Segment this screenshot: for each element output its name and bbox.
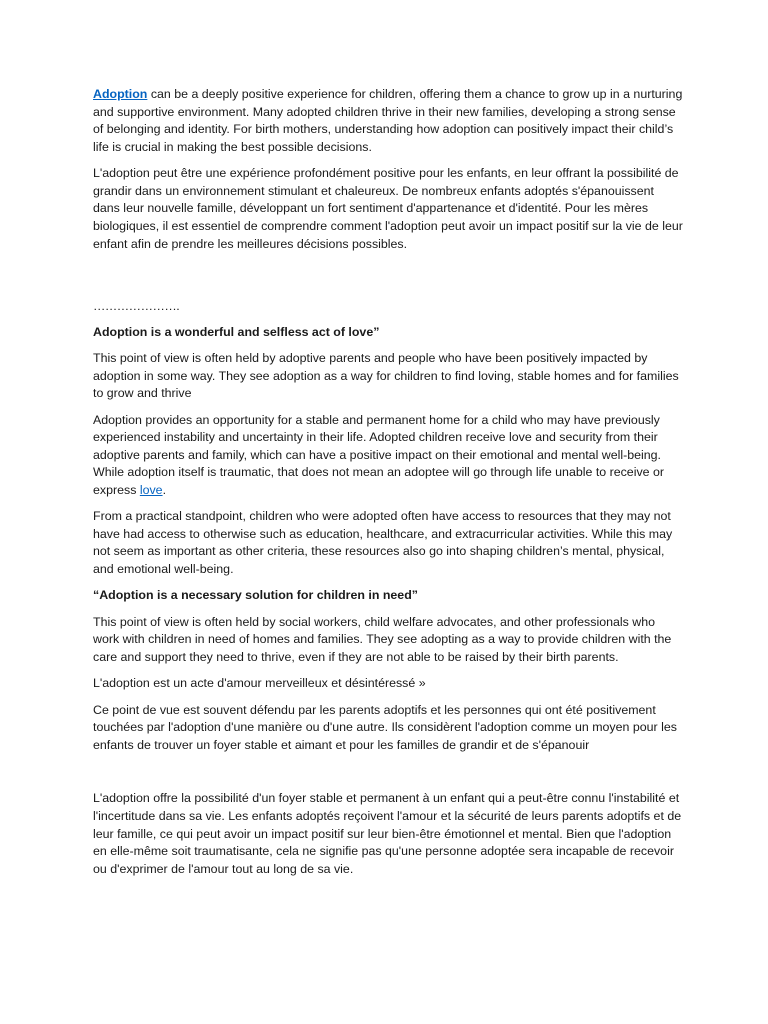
paragraph-stable-home-end: . (162, 482, 167, 497)
paragraph-social-workers-view: This point of view is often held by social workers, child welfare advocates, and other professionals who work with children in need of homes and families. They see adopting as a way to provide children with the care and support they need to thrive, even if they are not able to be raised by their birth parents. (93, 614, 672, 665)
paragraph-stable-home (93, 412, 683, 500)
paragraph-parents-adoptifs-fr: Ce point de vue est souvent défendu par les parents adoptifs et les personnes qui ont été positivement touchées par l'adoption d'une manière ou d'une autre. Ils considèrent l'adoption comme un moyen pour les enfants de trouver un foyer stable et aimant et pour les familles de grandir et de s'épanouir (93, 702, 677, 752)
blank-space (93, 262, 683, 298)
separator-dots: …………………. (93, 298, 180, 313)
paragraph-adoptive-parents-view: This point of view is often held by adoptive parents and people who have been positively impacted by adoption in some way. They see adoption as a way for children to find loving, stable homes and for families to grow and thrive (93, 350, 679, 401)
paragraph-practical-standpoint: From a practical standpoint, children who were adopted often have access to resources that they may not have had access to otherwise such as education, healthcare, and extracurricular activities. While this may not seem as important as other criteria, these resources also go into shaping children’s mental, physical, and emotional well-being. (93, 509, 673, 577)
paragraph-foyer-stable-fr: L'adoption offre la possibilité d'un foyer stable et permanent à un enfant qui a peut-être connu l'instabilité et l'incertitude dans sa vie. Les enfants adoptés reçoivent l'amour et la sécurité de leurs parents adoptifs et de leur famille, ce qui peut avoir un impact positif sur leur bien-être émotionnel et mental. Bien que l'adoption en elle-même soit traumatisante, cela ne signifie pas qu'une personne adoptée sera incapable de recevoir ou d'exprimer de l'amour tout au long de sa vie. (93, 791, 682, 876)
heading-act-of-love: Adoption is a wonderful and selfless act of love” (93, 324, 380, 339)
heading-necessary-solution: “Adoption is a necessary solution for children in need” (93, 588, 418, 603)
adoption-link[interactable]: Adoption (93, 87, 148, 101)
document-body (93, 86, 683, 887)
blank-space-2 (93, 763, 683, 790)
love-link[interactable]: love (139, 482, 163, 497)
paragraph-intro-fr: L'adoption peut être une expérience profondément positive pour les enfants, en leur offrant la possibilité de grandir dans un environnement stimulant et chaleureux. De nombreux enfants adoptés s'épanouissent dans leur nouvelle famille, développant un fort sentiment d'appartenance et d'identité. Pour les mères biologiques, il est essentiel de comprendre comment l'adoption peut avoir un impact positif sur la vie de leur enfant afin de prendre les meilleures décisions possibles. (93, 166, 683, 251)
paragraph-intro-en (93, 86, 683, 156)
heading-acte-amour-fr: L'adoption est un acte d'amour merveilleux et désintéressé » (93, 676, 426, 691)
paragraph-stable-home-text: Adoption provides an opportunity for a stable and permanent home for a child who may have previously experienced instability and uncertainty in their life. Adopted children receive love and security from their adoptive parents and family, which can have a positive impact on their emotional and mental well-being. While adoption itself is traumatic, that does not mean an adoptee will go through life unable to receive or express (93, 412, 664, 497)
paragraph-intro-en-text: can be a deeply positive experience for children, offering them a chance to grow up in a nurturing and supportive environment. Many adopted children thrive in their new families, developing a strong sense of belonging and identity. For birth mothers, understanding how adoption can positively impact their child’s life is crucial in making the best possible decisions. (93, 87, 683, 154)
